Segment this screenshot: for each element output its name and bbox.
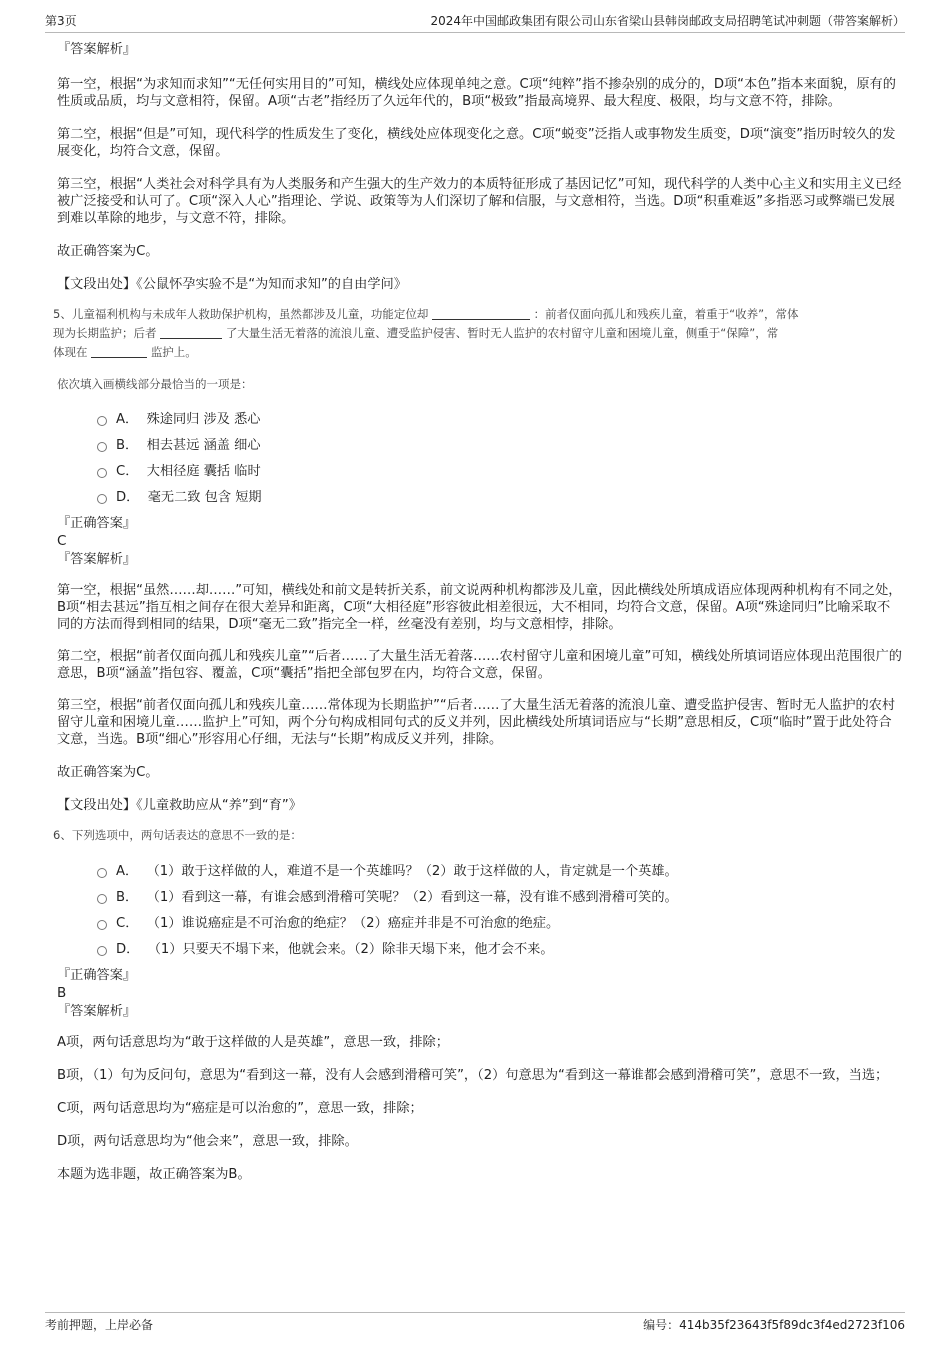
page-header xyxy=(45,10,905,33)
radio-icon[interactable] xyxy=(97,468,107,478)
option-letter: C． xyxy=(116,464,139,479)
analysis-label: 『答案解析』 xyxy=(57,42,137,57)
stem-text: ：前者仅面向孤儿和残疾儿童，着重于“收养”，常体 xyxy=(533,307,799,321)
document-id: 编号：414b35f23643f5f89dc3f4ed2723f106 xyxy=(643,1318,905,1332)
option-c[interactable] xyxy=(97,459,903,485)
page-number: 第3页 xyxy=(45,14,77,28)
option-letter: C． xyxy=(116,916,139,931)
radio-icon[interactable] xyxy=(97,416,107,426)
footer-slogan: 考前押题，上岸必备 xyxy=(45,1318,154,1332)
analysis-paragraph: D项，两句话意思均为“他会来”，意思一致，排除。 xyxy=(57,1134,358,1149)
analysis-label: 『答案解析』 xyxy=(57,1004,137,1019)
option-letter: A． xyxy=(116,412,139,427)
option-a[interactable] xyxy=(97,859,903,885)
option-list xyxy=(97,859,903,963)
analysis-paragraph: 第一空，根据“虽然……却……”可知，横线处和前文是转折关系，前文说两种机构都涉及儿童，因此横线处所填成语应体现两种机构有不同之处，B项“相去甚远”指互相之间存在很大差异和距离，C项“大相径庭”形容彼此相差很远，大不相同，均符合文意，保留。A项“殊途同归”比喻采取不同的方法而得到相同的结果，D项“毫无二致”指完全一样，丝毫没有差别，均与文意相悖，排除。 xyxy=(57,583,902,632)
option-letter: B． xyxy=(116,438,139,453)
radio-icon[interactable] xyxy=(97,920,107,930)
analysis-label: 『答案解析』 xyxy=(57,552,137,567)
page-content xyxy=(53,41,903,1195)
option-letter: D． xyxy=(116,490,140,505)
correct-answer: B xyxy=(57,985,67,1001)
stem-text: 现为长期监护；后者 xyxy=(53,326,157,340)
analysis-paragraph: B项，（1）句为反问句，意思为“看到这一幕，没有人会感到滑稽可笑”，（2）句意思为“看到这一幕谁都会感到滑稽可笑”，意思不一致，当选； xyxy=(57,1068,889,1083)
option-c[interactable] xyxy=(97,911,903,937)
option-text: 毫无二致 包含 短期 xyxy=(147,490,262,505)
option-list xyxy=(97,407,903,511)
answer-conclusion: 故正确答案为C。 xyxy=(57,765,159,780)
option-letter: D． xyxy=(116,942,140,957)
fill-blank xyxy=(432,306,530,320)
radio-icon[interactable] xyxy=(97,442,107,452)
analysis-paragraph: 第二空，根据“前者仅面向孤儿和残疾儿童”“后者……了大量生活无着落……农村留守儿童和困境儿童”可知，横线处所填词语应体现出范围很广的意思，B项“涵盖”指包容、覆盖，C项“囊括”指把全部包罗在内，均符合文意，保留。 xyxy=(57,649,902,681)
question-5 xyxy=(53,305,903,814)
option-text: 殊途同归 涉及 悉心 xyxy=(146,412,261,427)
question-instruction: 依次填入画横线部分最恰当的一项是： xyxy=(57,377,253,391)
correct-answer-label: 『正确答案』 xyxy=(57,968,137,983)
option-letter: A． xyxy=(116,864,139,879)
stem-text: 5、儿童福利机构与未成年人救助保护机构，虽然都涉及儿童，功能定位却 xyxy=(53,307,429,321)
analysis-paragraph: A项，两句话意思均为“敢于这样做的人是英雄”，意思一致，排除； xyxy=(57,1035,449,1050)
stem-text: 了大量生活无着落的流浪儿童、遭受监护侵害、暂时无人监护的农村留守儿童和困境儿童，侧重于“保障”，常 xyxy=(225,326,779,340)
correct-answer-label: 『正确答案』 xyxy=(57,516,137,531)
option-text: （1）敢于这样做的人，难道不是一个英雄吗？（2）敢于这样做的人，肯定就是一个英雄。 xyxy=(146,864,678,879)
option-a[interactable] xyxy=(97,407,903,433)
source-citation: 【文段出处】《公鼠怀孕实验不是“为知而求知”的自由学问》 xyxy=(57,277,407,292)
analysis-paragraph: 第一空，根据“为求知而求知”“无任何实用目的”可知，横线处应体现单纯之意。C项“纯粹”指不掺杂别的成分的，D项“本色”指本来面貌，原有的性质或品质，均与文意相符，保留。A项“古老”指经历了久远年代的，B项“极致”指最高境界、最大程度、极限，均与文意不符，排除。 xyxy=(57,77,896,109)
stem-text: 体现在 xyxy=(53,345,88,359)
question-stem xyxy=(53,305,903,362)
answer-conclusion: 本题为选非题，故正确答案为B。 xyxy=(57,1167,251,1182)
source-citation: 【文段出处】《儿童救助应从“养”到“育”》 xyxy=(57,798,302,813)
radio-icon[interactable] xyxy=(97,494,107,504)
option-d[interactable] xyxy=(97,937,903,963)
option-text: （1）只要天不塌下来，他就会来。（2）除非天塌下来，他才会不来。 xyxy=(147,942,554,957)
option-text: （1）看到这一幕，有谁会感到滑稽可笑呢？（2）看到这一幕，没有谁不感到滑稽可笑的。 xyxy=(146,890,678,905)
option-text: 大相径庭 囊括 临时 xyxy=(146,464,261,479)
page-footer xyxy=(45,1312,905,1335)
option-text: （1）谁说癌症是不可治愈的绝症？（2）癌症并非是不可治愈的绝症。 xyxy=(146,916,560,931)
answer-conclusion: 故正确答案为C。 xyxy=(57,244,159,259)
radio-icon[interactable] xyxy=(97,946,107,956)
question-stem: 6、下列选项中，两句话表达的意思不一致的是： xyxy=(53,828,302,842)
radio-icon[interactable] xyxy=(97,868,107,878)
option-text: 相去甚远 涵盖 细心 xyxy=(146,438,261,453)
document-title: 2024年中国邮政集团有限公司山东省梁山县韩岗邮政支局招聘笔试冲刺题（带答案解析） xyxy=(430,14,905,28)
option-b[interactable] xyxy=(97,885,903,911)
stem-text: 监护上。 xyxy=(150,345,197,359)
question-6 xyxy=(53,826,903,1183)
option-letter: B． xyxy=(116,890,139,905)
analysis-paragraph: C项，两句话意思均为“癌症是可以治愈的”，意思一致，排除； xyxy=(57,1101,423,1116)
correct-answer: C xyxy=(57,533,67,549)
option-d[interactable] xyxy=(97,485,903,511)
option-b[interactable] xyxy=(97,433,903,459)
fill-blank xyxy=(160,325,222,339)
fill-blank xyxy=(91,344,147,358)
analysis-paragraph: 第二空，根据“但是”可知，现代科学的性质发生了变化，横线处应体现变化之意。C项“蜕变”泛指人或事物发生质变，D项“演变”指历时较久的发展变化，均符合文意，保留。 xyxy=(57,127,896,159)
analysis-paragraph: 第三空，根据“前者仅面向孤儿和残疾儿童……常体现为长期监护”“后者……了大量生活无着落的流浪儿童、遭受监护侵害、暂时无人监护的农村留守儿童和困境儿童……监护上”可知，两个分句构成相同句式的反义并列，因此横线处所填词语应与“长期”意思相反，C项“临时”置于此处符合文意，当选。B项“细心”形容用心仔细，无法与“长期”构成反义并列，排除。 xyxy=(57,698,896,747)
q4-analysis-section xyxy=(57,41,903,293)
radio-icon[interactable] xyxy=(97,894,107,904)
analysis-paragraph: 第三空，根据“人类社会对科学具有为人类服务和产生强大的生产效力的本质特征形成了基因记忆”可知，现代科学的人类中心主义和实用主义已经被广泛接受和认可了。C项“深入人心”指理论、学说、政策等为人们深切了解和信服，与文意相符，当选。D项“积重难返”多指恶习或弊端已发展到难以革除的地步，与文意不符，排除。 xyxy=(57,177,902,226)
